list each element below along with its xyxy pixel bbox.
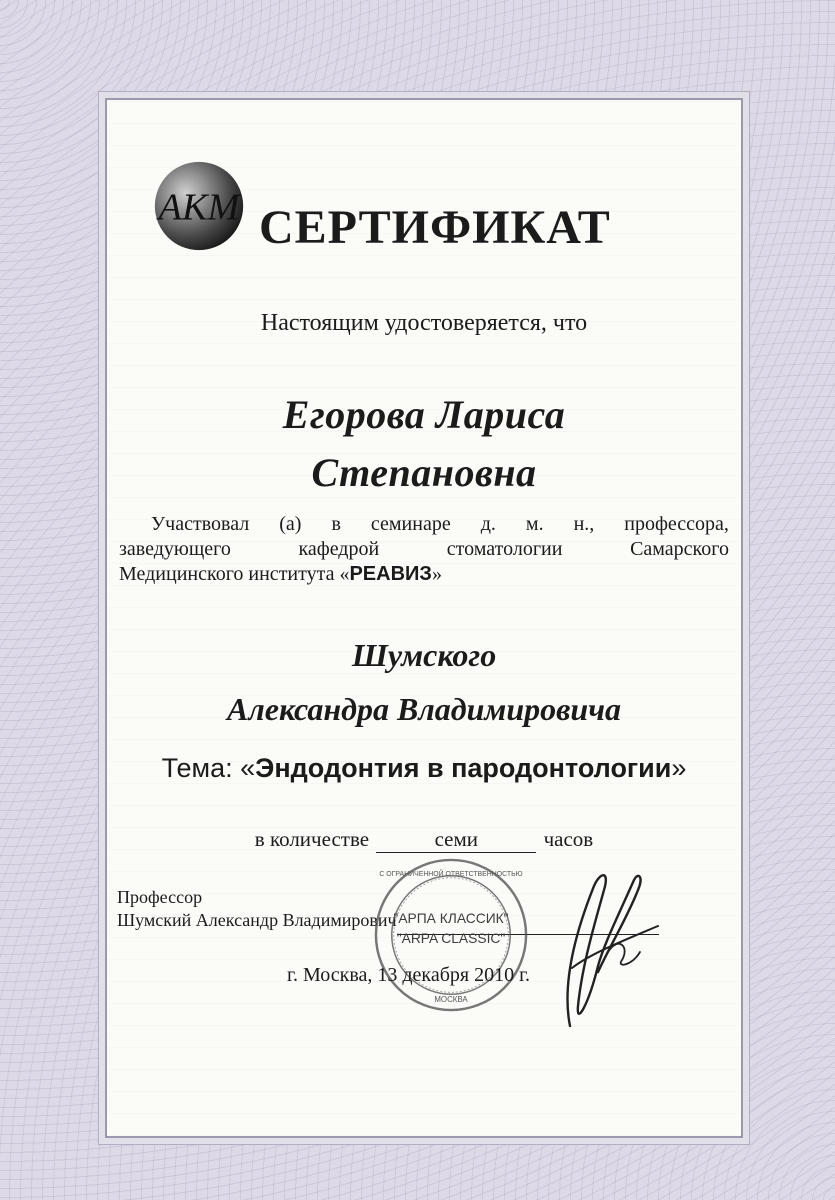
word: (а) (279, 513, 302, 535)
akm-logo (151, 158, 247, 254)
hours-suffix: часов (543, 827, 594, 851)
paragraph-line-2 (119, 537, 729, 562)
hours-prefix: в количестве (254, 827, 370, 851)
hours-value: семи (376, 827, 536, 853)
place-and-date: г. Москва, 13 декабря 2010 г. (287, 964, 531, 986)
signer-block (117, 886, 397, 932)
hours-line (107, 827, 741, 853)
recipient-name (107, 386, 741, 502)
signer-name: Шумский Александр Владимирович (117, 910, 397, 930)
institute-prefix: Медицинского института « (119, 563, 350, 585)
recipient-name-line1: Егорова Лариса (282, 392, 566, 437)
word: стоматологии (446, 538, 563, 560)
word: Самарского (630, 538, 729, 560)
signer-title: Профессор (117, 887, 203, 907)
topic-title: Эндодонтия в пародонтологии (255, 753, 672, 783)
recipient-name-line2: Степановна (311, 450, 537, 495)
stamp-city: МОСКВА (434, 995, 468, 1005)
svg-text:АКМ: АКМ (158, 186, 240, 229)
topic-label: Тема: « (161, 753, 256, 783)
stamp-text-ru: "АРПА КЛАССИК" (393, 910, 509, 927)
lecturer-name-line2: Александра Владимировича (226, 691, 622, 727)
stamp-ring-text: С ОГРАНИЧЕННОЙ ОТВЕТСТВЕННОСТЬЮ (379, 870, 523, 878)
word: семинаре (370, 513, 451, 535)
word: н., (573, 513, 595, 535)
institute-suffix: » (431, 563, 442, 585)
word: в (331, 513, 341, 535)
intro-text: Настоящим удостоверяется, что (260, 310, 588, 336)
lecturer-name-line1: Шумского (351, 637, 497, 673)
word: д. (480, 513, 496, 535)
word: м. (525, 513, 544, 535)
lecturer-name (107, 628, 741, 736)
certificate-title: СЕРТИФИКАТ (259, 201, 611, 254)
topic (107, 753, 741, 784)
word: Участвовал (151, 513, 250, 535)
participation-paragraph (119, 512, 729, 587)
handwritten-signature (512, 856, 662, 1036)
word: профессора, (624, 513, 729, 535)
institute-name: РЕАВИЗ (349, 563, 432, 585)
stamp-text-en: "ARPA CLASSIC" (396, 929, 506, 946)
topic-end: » (671, 753, 687, 783)
institute-text (119, 562, 442, 587)
paragraph-line-1 (119, 512, 729, 537)
word: кафедрой (298, 538, 380, 560)
paragraph-line-3 (119, 562, 729, 587)
company-stamp (372, 856, 530, 1014)
word: заведующего (119, 538, 231, 560)
certificate-body (105, 98, 743, 1138)
